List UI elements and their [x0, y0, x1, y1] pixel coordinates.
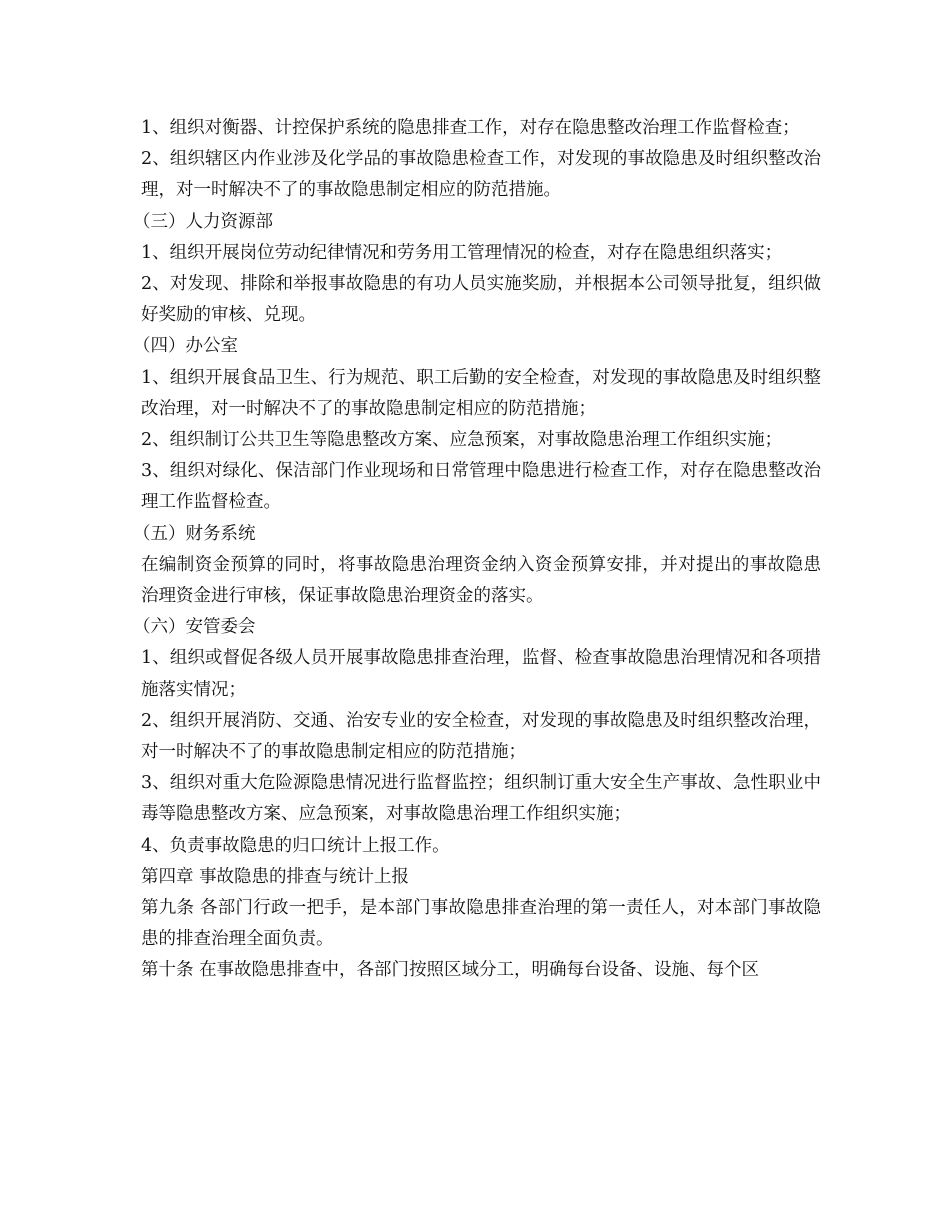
paragraph: 1、组织开展食品卫生、行为规范、职工后勤的安全检查，对发现的事故隐患及时组织整改治理，对一时解决不了的事故隐患制定相应的防范措施；: [141, 367, 821, 419]
document-body: [133, 113, 821, 987]
paragraph: 1、组织或督促各级人员开展事故隐患排查治理，监督、检查事故隐患治理情况和各项措施落实情况；: [141, 648, 821, 700]
paragraph: 3、组织对绿化、保洁部门作业现场和日常管理中隐患进行检查工作，对存在隐患整改治理工作监督检查。: [141, 461, 821, 513]
paragraph: 3、组织对重大危险源隐患情况进行监督监控；组织制订重大安全生产事故、急性职业中毒等隐患整改方案、应急预案，对事故隐患治理工作组织实施；: [141, 773, 821, 825]
section-heading: （六）安管委会: [133, 617, 256, 638]
paragraph: 2、组织开展消防、交通、治安专业的安全检查，对发现的事故隐患及时组织整改治理，对一时解决不了的事故隐患制定相应的防范措施；: [141, 710, 821, 763]
section-heading: （四）办公室: [133, 336, 238, 357]
paragraph: 2、对发现、排除和举报事故隐患的有功人员实施奖励，并根据本公司领导批复，组织做好奖励的审核、兑现。: [141, 274, 821, 326]
paragraph: 4、负责事故隐患的归口统计上报工作。: [141, 835, 450, 856]
chapter-heading: 第四章 事故隐患的排查与统计上报: [141, 866, 410, 887]
paragraph: 1、组织开展岗位劳动纪律情况和劳务用工管理情况的检查，对存在隐患组织落实；: [141, 242, 783, 263]
paragraph: 在编制资金预算的同时，将事故隐患治理资金纳入资金预算安排，并对提出的事故隐患治理资金进行审核，保证事故隐患治理资金的落实。: [141, 554, 821, 607]
section-heading: （五）财务系统: [133, 523, 256, 544]
article-paragraph: 第十条 在事故隐患排查中，各部门按照区域分工，明确每台设备、设施、每个区: [141, 960, 760, 981]
section-heading: （三）人力资源部: [133, 211, 273, 232]
paragraph: 2、组织辖区内作业涉及化学品的事故隐患检查工作，对发现的事故隐患及时组织整改治理，对一时解决不了的事故隐患制定相应的防范措施。: [141, 149, 821, 201]
paragraph: 1、组织对衡器、计控保护系统的隐患排查工作，对存在隐患整改治理工作监督检查；: [141, 118, 800, 138]
article-paragraph: 第九条 各部门行政一把手，是本部门事故隐患排查治理的第一责任人，对本部门事故隐患的排查治理全面负责。: [141, 898, 821, 950]
paragraph: 2、组织制订公共卫生等隐患整改方案、应急预案，对事故隐患治理工作组织实施；: [141, 430, 783, 451]
